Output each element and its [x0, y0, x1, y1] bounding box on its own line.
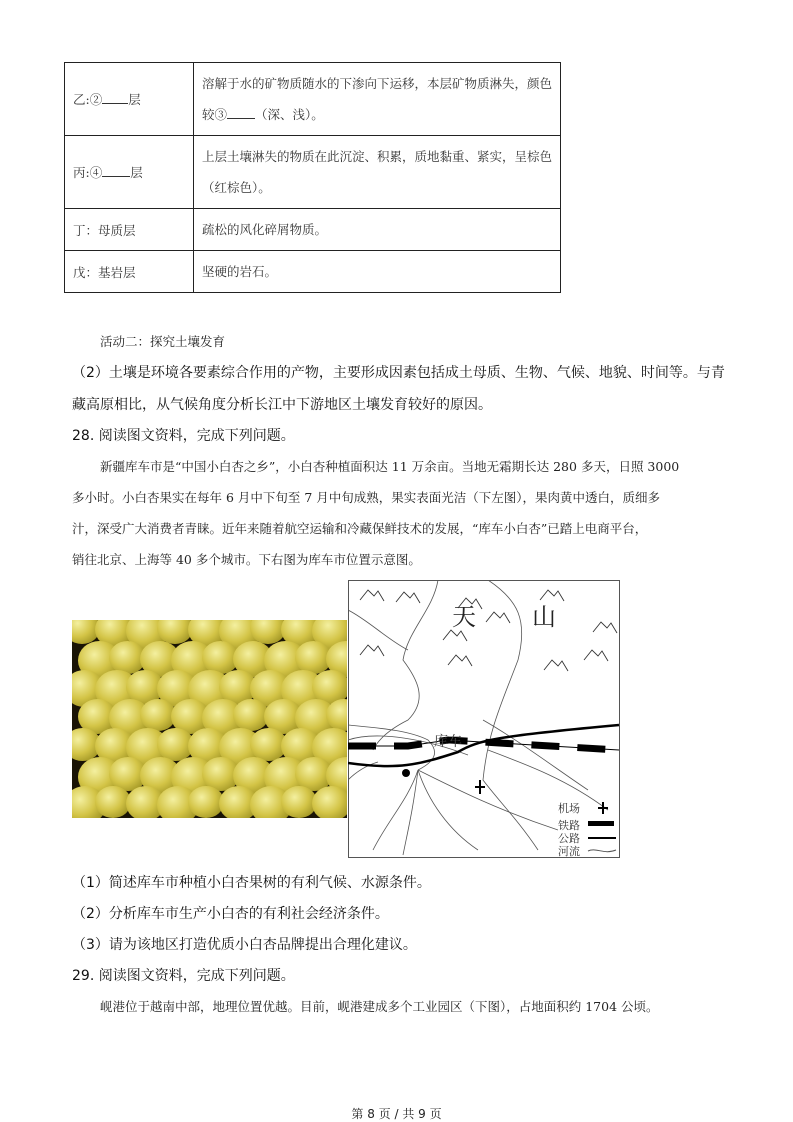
legend-road: 公路	[558, 832, 580, 845]
desc-cell: 坚硬的岩石。	[194, 251, 561, 293]
question-text: （3）请为该地区打造优质小白杏品牌提出合理化建议。	[72, 937, 417, 953]
layer-suffix: 层	[130, 165, 143, 180]
activity-heading: 活动二：探究土壤发育	[100, 334, 226, 349]
page-footer: 第 8 页 / 共 9 页	[351, 1107, 442, 1121]
question-text: （1）简述库车市种植小白杏果树的有利气候、水源条件。	[72, 875, 431, 891]
desc-cell: 上层土壤淋失的物质在此沉淀、积累，质地黏重、紧实，呈棕色（红棕色）。	[194, 136, 561, 209]
kuqa-location-map	[348, 580, 620, 858]
layer-suffix: 层	[128, 92, 141, 107]
desc-text: 溶解于水的矿物质随水的下渗向下运移，本层矿物质淋失，颜色较③	[202, 76, 553, 122]
paragraph-line: 岘港位于越南中部，地理位置优越。目前，岘港建成多个工业园区（下图），占地面积约 1704 公顷。	[100, 999, 659, 1014]
question-text: （2）分析库车市生产小白杏的有利社会经济条件。	[72, 906, 389, 922]
paragraph-line: 多小时。小白杏果实在每年 6 月中下旬至 7 月中旬成熟，果实表面光洁（下左图），果肉黄中透白，质细多	[72, 490, 661, 505]
desc-cell: 疏松的风化碎屑物质。	[194, 209, 561, 251]
question-title: 29. 阅读图文资料，完成下列问题。	[72, 968, 295, 984]
layer-cell: 戊：基岩层	[65, 251, 194, 293]
paragraph-line: 汁，深受广大消费者青睐。近年来随着航空运输和冷藏保鲜技术的发展，“库车小白杏”已踏上电商平台，	[72, 521, 648, 536]
answer-blank[interactable]	[227, 106, 255, 119]
question-text: 藏高原相比，从气候角度分析长江中下游地区土壤发育较好的原因。	[72, 397, 492, 413]
mountain-label: 天	[452, 603, 476, 631]
answer-blank[interactable]	[102, 91, 128, 104]
legend-railway: 铁路	[558, 819, 580, 832]
layer-cell: 丁：母质层	[65, 209, 194, 251]
layer-label: 乙:②	[73, 92, 103, 107]
mountain-label: 山	[532, 603, 556, 631]
answer-blank[interactable]	[102, 164, 130, 177]
layer-label: 丙:④	[73, 165, 103, 180]
layer-cell	[65, 136, 194, 209]
railway-legend-icon	[588, 821, 614, 826]
desc-text: （深、浅）。	[255, 107, 324, 122]
paragraph-line: 销往北京、上海等 40 多个城市。下右图为库车市位置示意图。	[72, 552, 421, 567]
soil-layer-table	[64, 62, 561, 293]
apricot	[312, 786, 347, 818]
city-dot	[402, 769, 410, 777]
paragraph-line: 新疆库车市是“中国小白杏之乡”，小白杏种植面积达 11 万余亩。当地无霜期长达 280 多天，日照 3000	[100, 459, 680, 474]
legend-airport: 机场	[558, 802, 580, 815]
layer-cell	[65, 63, 194, 136]
legend-river: 河流	[558, 845, 580, 858]
desc-cell	[194, 63, 561, 136]
city-label: 库车	[434, 734, 462, 750]
apricot-photo	[72, 620, 347, 818]
question-title: 28. 阅读图文资料，完成下列问题。	[72, 428, 295, 444]
question-text: （2）土壤是环境各要素综合作用的产物，主要形成因素包括成土母质、生物、气候、地貌、时间等。与青	[72, 365, 725, 381]
